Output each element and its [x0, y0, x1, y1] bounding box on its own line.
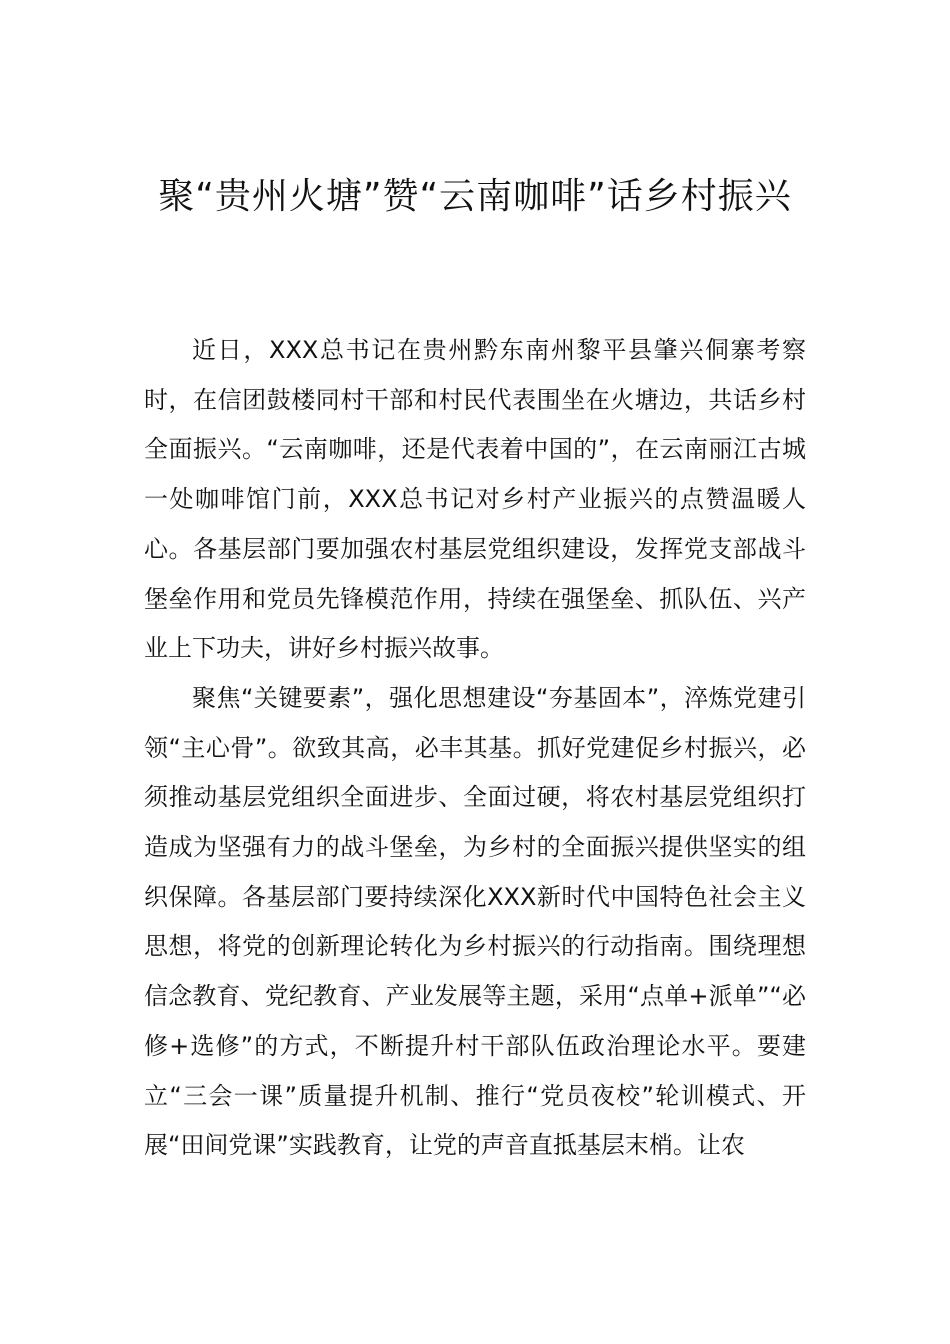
document-body — [144, 326, 806, 1171]
paragraph-2: 聚焦“关键要素”，强化思想建设“夯基固本”，淬炼党建引领“主心骨”。欲致其高，必丰其基。抓好党建促乡村振兴，必须推动基层党组织全面进步、全面过硬，将农村基层党组织打造成为坚强有力的战斗堡垒，为乡村的全面振兴提供坚实的组织保障。各基层部门要持续深化XXX新时代中国特色社会主义思想，将党的创新理论转化为乡村振兴的行动指南。围绕理想信念教育、党纪教育、产业发展等主题，采用“点单+派单”“必修+选修”的方式，不断提升村干部队伍政治理论水平。要建立“三会一课”质量提升机制、推行“党员夜校”轮训模式、开展“田间党课”实践教育，让党的声音直抵基层末梢。让农 — [144, 683, 806, 1160]
paragraph-1: 近日，XXX总书记在贵州黔东南州黎平县肇兴侗寨考察时，在信团鼓楼同村干部和村民代表围坐在火塘边，共话乡村全面振兴。“云南咖啡，还是代表着中国的”，在云南丽江古城一处咖啡馆门前，XXX总书记对乡村产业振兴的点赞温暖人心。各基层部门要加强农村基层党组织建设，发挥党支部战斗堡垒作用和党员先锋模范作用，持续在强堡垒、抓队伍、兴产业上下功夫，讲好乡村振兴故事。 — [144, 336, 806, 663]
document-title: 聚“贵州火塘”赞“云南咖啡”话乡村振兴 — [158, 176, 792, 217]
